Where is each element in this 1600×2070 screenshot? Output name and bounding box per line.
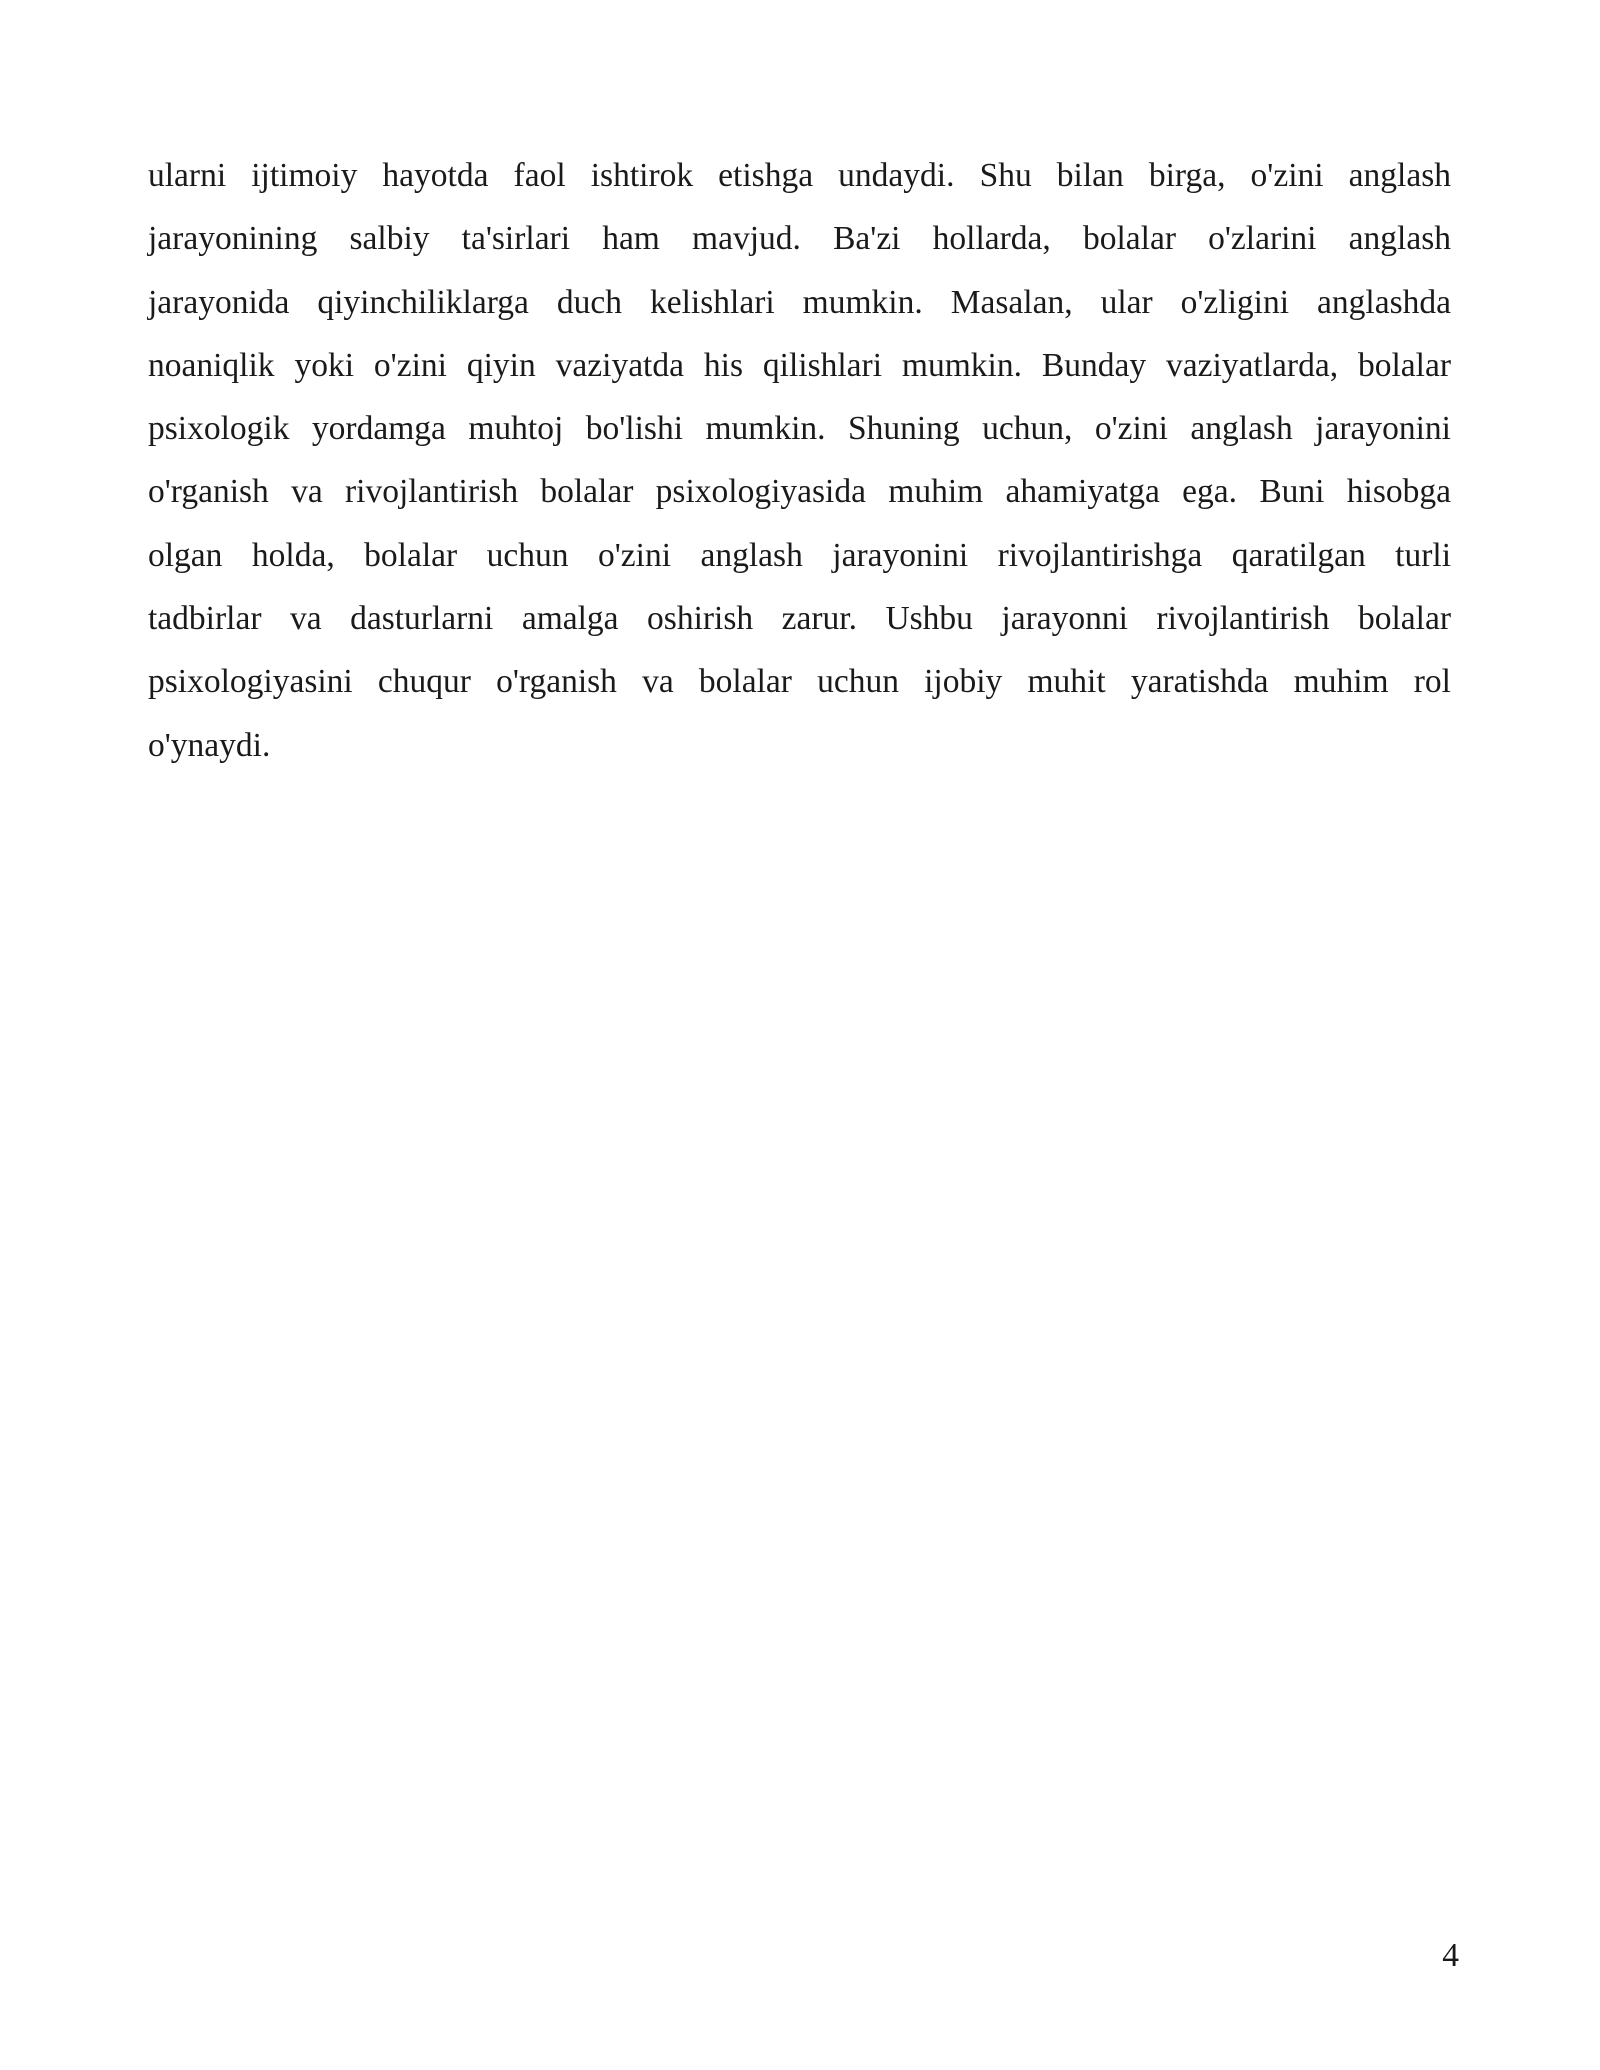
paragraph-line: psixologiyasini chuqur o'rganish va bolalar uchun ijobiy muhit yaratishda muhim rol xyxy=(148,663,1451,701)
paragraph-line: ularni ijtimoiy hayotda faol ishtirok etishga undaydi. Shu bilan birga, o'zini anglash xyxy=(148,157,1451,194)
paragraph-line: psixologik yordamga muhtoj bo'lishi mumkin. Shuning uchun, o'zini anglash jarayonini xyxy=(148,410,1451,448)
paragraph-line: jarayonining salbiy ta'sirlari ham mavjud. Ba'zi hollarda, bolalar o'zlarini anglash xyxy=(148,220,1451,258)
paragraph-line: noaniqlik yoki o'zini qiyin vaziyatda his qilishlari mumkin. Bunday vaziyatlarda, bolalar xyxy=(148,346,1451,384)
paragraph-line: o'rganish va rivojlantirish bolalar psixologiyasida muhim ahamiyatga ega. Buni hisobga xyxy=(148,473,1451,511)
body-paragraph xyxy=(148,144,1451,777)
page-number: 4 xyxy=(1442,1937,1459,1974)
paragraph-line: olgan holda, bolalar uchun o'zini anglash jarayonini rivojlantirishga qaratilgan turli xyxy=(148,536,1451,574)
paragraph-line: o'ynaydi. xyxy=(148,726,271,764)
paragraph-line: tadbirlar va dasturlarni amalga oshirish zarur. Ushbu jarayonni rivojlantirish bolalar xyxy=(148,600,1451,638)
paragraph-line: jarayonida qiyinchiliklarga duch kelishlari mumkin. Masalan, ular o'zligini anglashda xyxy=(148,283,1451,321)
